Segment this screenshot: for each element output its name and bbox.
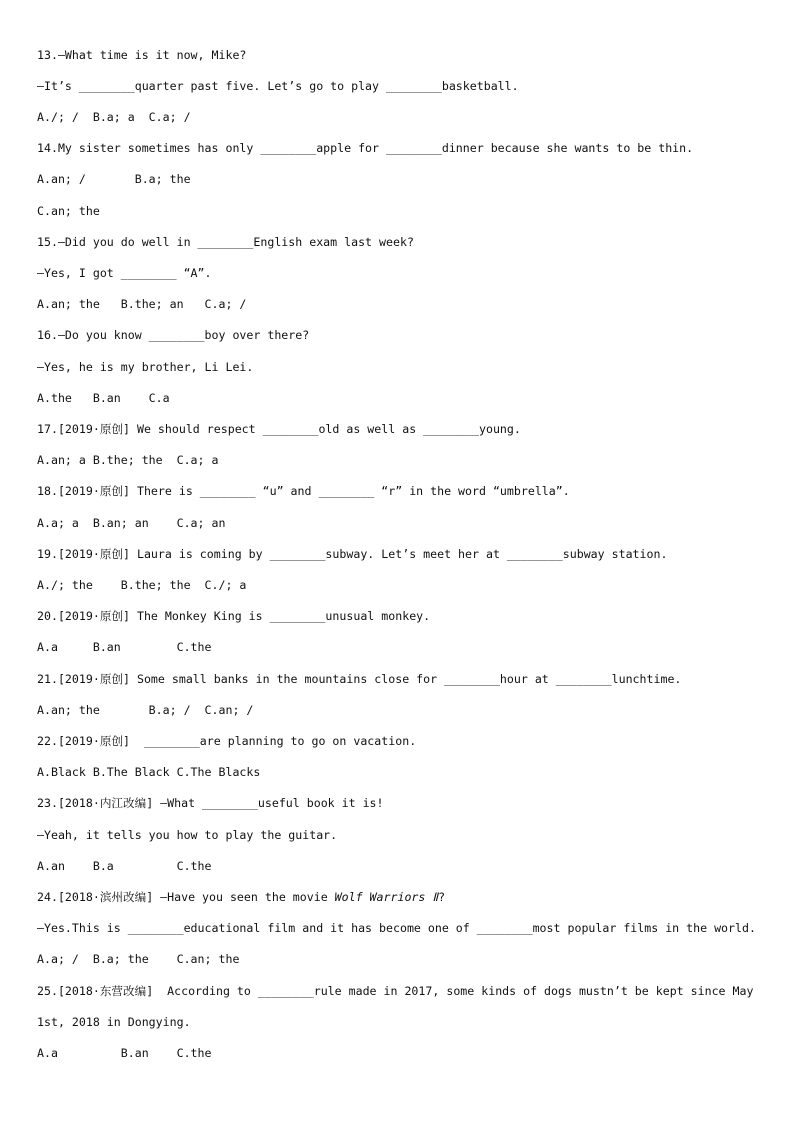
- question-22-options: A.Black B.The Black C.The Blacks: [37, 765, 261, 779]
- question-15-options: A.an; the B.the; an C.a; /: [37, 297, 247, 311]
- question-19-options: A./; the B.the; the C./; a: [37, 578, 247, 592]
- question-25-prompt-continued: 1st, 2018 in Dongying.: [37, 1015, 191, 1029]
- question-14-prompt: 14.My sister sometimes has only ________apple for ________dinner because she wants to be thin.: [37, 141, 694, 155]
- question-25-options: A.a B.an C.the: [37, 1046, 212, 1060]
- question-14-option-c: C.an; the: [37, 204, 100, 218]
- question-24-reply: —Yes.This is ________educational film and it has become one of ________most popular films in the world.: [37, 921, 756, 935]
- movie-title: Wolf Warriors Ⅱ: [334, 890, 439, 904]
- question-13-options: A./; / B.a; a C.a; /: [37, 110, 191, 124]
- question-20-prompt: 20.[2019·原创] The Monkey King is ________unusual monkey.: [37, 609, 431, 623]
- question-25-prompt: 25.[2018·东营改编] According to ________rule made in 2017, some kinds of dogs mustn’t be kept since May: [37, 984, 754, 998]
- question-13-prompt: 13.—What time is it now, Mike?: [37, 48, 247, 62]
- question-21-prompt: 21.[2019·原创] Some small banks in the mountains close for ________hour at ________lunchtime.: [37, 672, 682, 686]
- question-13-reply: —It’s ________quarter past five. Let’s go to play ________basketball.: [37, 79, 519, 93]
- question-23-reply: —Yeah, it tells you how to play the guitar.: [37, 828, 338, 842]
- question-23-prompt: 23.[2018·内江改编] —What ________useful book it is!: [37, 796, 384, 810]
- question-14-options-a-b: A.an; / B.a; the: [37, 172, 191, 186]
- question-24-options: A.a; / B.a; the C.an; the: [37, 952, 240, 966]
- question-16-reply: —Yes, he is my brother, Li Lei.: [37, 360, 254, 374]
- question-19-prompt: 19.[2019·原创] Laura is coming by ________subway. Let’s meet her at ________subway station.: [37, 547, 668, 561]
- question-17-prompt: 17.[2019·原创] We should respect ________old as well as ________young.: [37, 422, 521, 436]
- question-15-prompt: 15.—Did you do well in ________English exam last week?: [37, 235, 414, 249]
- question-16-prompt: 16.—Do you know ________boy over there?: [37, 328, 310, 342]
- question-24-prompt-end: ?: [438, 890, 446, 904]
- question-24-prompt-text: 24.[2018·滨州改编] —Have you seen the movie: [37, 890, 335, 904]
- question-15-reply: —Yes, I got ________ “A”.: [37, 266, 212, 280]
- question-20-options: A.a B.an C.the: [37, 640, 212, 654]
- question-21-options: A.an; the B.a; / C.an; /: [37, 703, 254, 717]
- question-18-prompt: 18.[2019·原创] There is ________ “u” and ________ “r” in the word “umbrella”.: [37, 484, 570, 498]
- question-18-options: A.a; a B.an; an C.a; an: [37, 516, 226, 530]
- question-17-options: A.an; a B.the; the C.a; a: [37, 453, 219, 467]
- question-24-prompt: [37, 889, 445, 905]
- question-23-options: A.an B.a C.the: [37, 859, 212, 873]
- question-22-prompt: 22.[2019·原创] ________are planning to go on vacation.: [37, 734, 417, 748]
- question-16-options: A.the B.an C.a: [37, 391, 170, 405]
